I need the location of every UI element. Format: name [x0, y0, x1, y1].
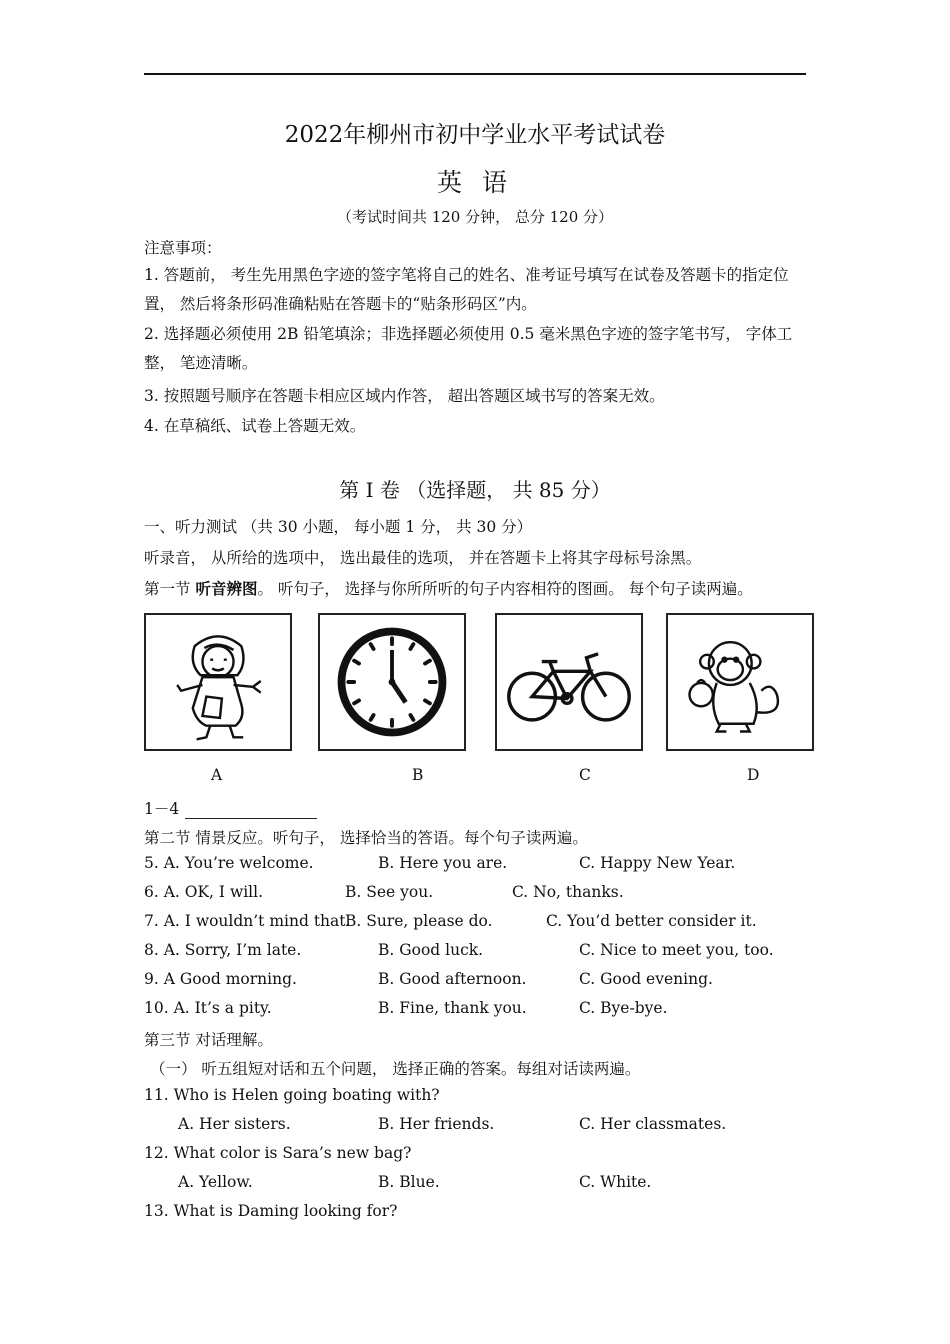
section3-heading: 第三节 对话理解。 — [144, 1031, 273, 1049]
listening-instruction: 听录音， 从所给的选项中， 选出最佳的选项， 并在答题卡上将其字母标号涂黑。 — [144, 549, 702, 567]
exam-meta: （考试时间共 120 分钟， 总分 120 分） — [336, 208, 614, 226]
picture-letter-c: C — [579, 766, 591, 784]
section2-heading: 第二节 情景反应。听句子， 选择恰当的答语。每个句子读两遍。 — [144, 829, 588, 847]
q7-option-b: B. Sure, please do. — [345, 912, 493, 930]
q11-option-a: A. Her sisters. — [178, 1115, 291, 1133]
q6-option-a: 6. A. OK, I will. — [144, 883, 264, 901]
q12-option-b: B. Blue. — [378, 1173, 440, 1191]
q8-option-a: 8. A. Sorry, I’m late. — [144, 941, 302, 959]
q9-option-c: C. Good evening. — [579, 970, 713, 988]
q7-option-c: C. You’d better consider it. — [546, 912, 757, 930]
section1-rest: 。 听句子， 选择与你所所听的句子内容相符的图画。 每个句子读两遍。 — [257, 580, 753, 598]
note-item-4: 4. 在草稿纸、试卷上答题无效。 — [144, 417, 366, 435]
q6-option-c: C. No, thanks. — [512, 883, 624, 901]
q6-option-b: B. See you. — [345, 883, 434, 901]
q13-question: 13. What is Daming looking for? — [144, 1202, 398, 1220]
note-item-3: 3. 按照题号顺序在答题卡相应区域内作答， 超出答题区域书写的答案无效。 — [144, 387, 665, 405]
picture-letter-d: D — [747, 766, 760, 784]
exam-title: 2022年柳州市初中学业水平考试试卷 — [284, 122, 666, 148]
notes-heading: 注意事项： — [144, 239, 222, 257]
q12-option-a: A. Yellow. — [178, 1173, 253, 1191]
top-rule — [144, 73, 806, 75]
q12-question: 12. What color is Sara’s new bag? — [144, 1144, 412, 1162]
note-item-2: 2. 选择题必须使用 2B 铅笔填涂；非选择题必须使用 0.5 毫米黑色字迹的签字笔书写， 字体工整， 笔迹清晰。 — [144, 325, 793, 372]
q10-option-a: 10. A. It’s a pity. — [144, 999, 272, 1017]
section1-prefix: 第一节 — [144, 580, 196, 598]
section1-bold: 听音辨图 — [195, 579, 258, 598]
q8-option-b: B. Good luck. — [378, 941, 484, 959]
girl-picture — [144, 613, 292, 751]
section3-sub: （一） 听五组短对话和五个问题， 选择正确的答案。每组对话读两遍。 — [150, 1060, 641, 1078]
monkey-picture — [666, 613, 814, 751]
q10-option-b: B. Fine, thank you. — [378, 999, 527, 1017]
q11-option-b: B. Her friends. — [378, 1115, 495, 1133]
clock-picture — [318, 613, 466, 751]
q5-option-b: B. Here you are. — [378, 854, 508, 872]
picture-letter-b: B — [412, 766, 424, 784]
q7-option-a: 7. A. I wouldn’t mind that. — [144, 912, 351, 930]
note-item-1: 1. 答题前， 考生先用黑色字迹的签字笔将自己的姓名、准考证号填写在试卷及答题卡的指定位置， 然后将条形码准确粘贴在答题卡的“贴条形码区”内。 — [144, 266, 789, 313]
bicycle-picture — [495, 613, 643, 751]
answer-label: 1－4 — [144, 800, 180, 818]
part-title: 第 I 卷 （选择题， 共 85 分） — [339, 478, 611, 502]
section1-heading — [144, 577, 809, 599]
subject-title: 英 语 — [437, 168, 513, 197]
q5-option-a: 5. A. You’re welcome. — [144, 854, 314, 872]
q9-option-b: B. Good afternoon. — [378, 970, 527, 988]
answer-blank[interactable] — [185, 804, 317, 819]
picture-letter-a: A — [211, 766, 223, 784]
q5-option-c: C. Happy New Year. — [579, 854, 736, 872]
q11-question: 11. Who is Helen going boating with? — [144, 1086, 440, 1104]
q9-option-a: 9. A Good morning. — [144, 970, 297, 988]
q12-option-c: C. White. — [579, 1173, 652, 1191]
q11-option-c: C. Her classmates. — [579, 1115, 727, 1133]
answer-line — [144, 797, 317, 819]
section-heading: 一、听力测试 （共 30 小题， 每小题 1 分， 共 30 分） — [144, 518, 533, 536]
q10-option-c: C. Bye-bye. — [579, 999, 668, 1017]
q8-option-c: C. Nice to meet you, too. — [579, 941, 774, 959]
